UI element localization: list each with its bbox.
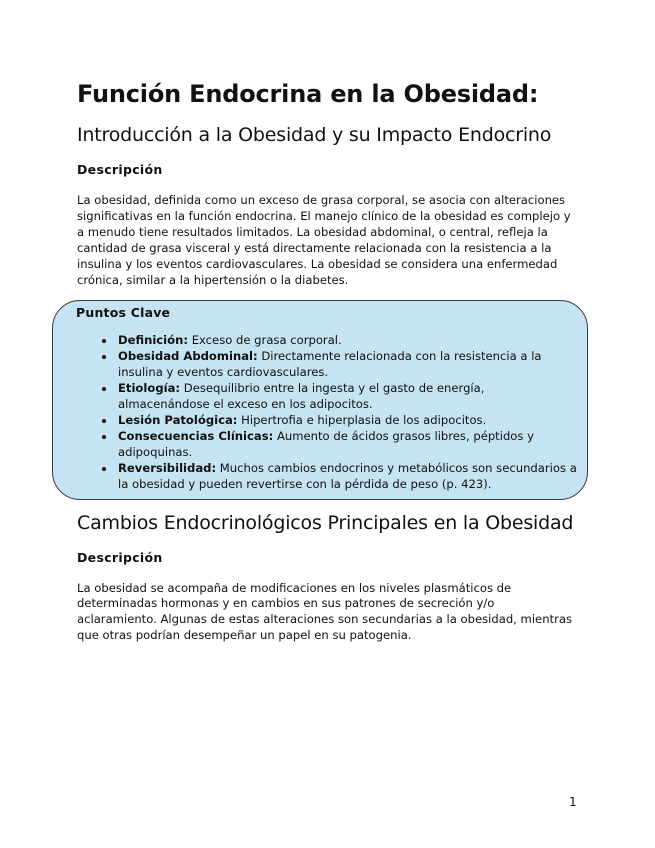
key-point-text: Hipertrofia e hiperplasia de los adipocitos.	[237, 412, 487, 427]
key-point-text: Directamente relacionada con la resistencia a la insulina y eventos cardiovasculares.	[118, 349, 542, 380]
key-point-item	[116, 333, 577, 349]
key-point-term: Consecuencias Clínicas:	[118, 428, 274, 443]
section-2-heading: Cambios Endocrinológicos Principales en la Obesidad	[77, 511, 574, 534]
section-2-paragraph: La obesidad se acompaña de modificaciones en los niveles plasmáticos de determinadas hormonas y en cambios en sus patrones de secreción y/o aclaramiento. Algunas de estas alteraciones son secundarias a la obesidad, mientras que otras podrían desempeñar un papel en su patogenia.	[77, 580, 572, 643]
key-point-term: Lesión Patológica:	[118, 412, 238, 427]
key-point-text: Desequilibrio entre la ingesta y el gasto de energía, almacenándose el exceso en los adipocitos.	[118, 381, 485, 412]
document-title: Función Endocrina en la Obesidad:	[77, 80, 539, 108]
key-point-text: Muchos cambios endocrinos y metabólicos son secundarios a la obesidad y pueden revertirse con la pérdida de peso (p. 423).	[118, 460, 577, 491]
key-point-term: Obesidad Abdominal:	[118, 349, 258, 364]
key-point-text: Exceso de grasa corporal.	[188, 333, 342, 348]
page-number: 1	[569, 795, 577, 809]
page-content	[77, 78, 577, 656]
section-2-subheading: Descripción	[77, 549, 163, 565]
key-point-item	[116, 429, 577, 461]
key-points-list	[77, 333, 577, 492]
key-point-item	[116, 413, 577, 429]
key-point-item	[116, 461, 577, 493]
key-point-term: Definición:	[118, 333, 189, 348]
key-points-title: Puntos Clave	[76, 305, 171, 321]
section-1-heading: Introducción a la Obesidad y su Impacto Endocrino	[77, 124, 552, 146]
key-points-callout	[52, 300, 588, 499]
section-1-paragraph: La obesidad, definida como un exceso de grasa corporal, se asocia con alteraciones significativas en la función endocrina. El manejo clínico de la obesidad es complejo y a menudo tiene resultados limitados. La obesidad abdominal, o central, refleja la cantidad de grasa visceral y está directamente relacionada con la resistencia a la insulina y los eventos cardiovasculares. La obesidad se considera una enfermedad crónica, similar a la hipertensión o la diabetes.	[77, 193, 571, 287]
key-point-item	[116, 381, 577, 413]
key-point-term: Reversibilidad:	[118, 460, 217, 475]
key-point-item	[116, 349, 577, 381]
key-point-term: Etiología:	[118, 381, 181, 396]
key-point-text: Aumento de ácidos grasos libres, péptidos y adipoquinas.	[118, 428, 534, 459]
section-1-subheading: Descripción	[77, 162, 163, 177]
